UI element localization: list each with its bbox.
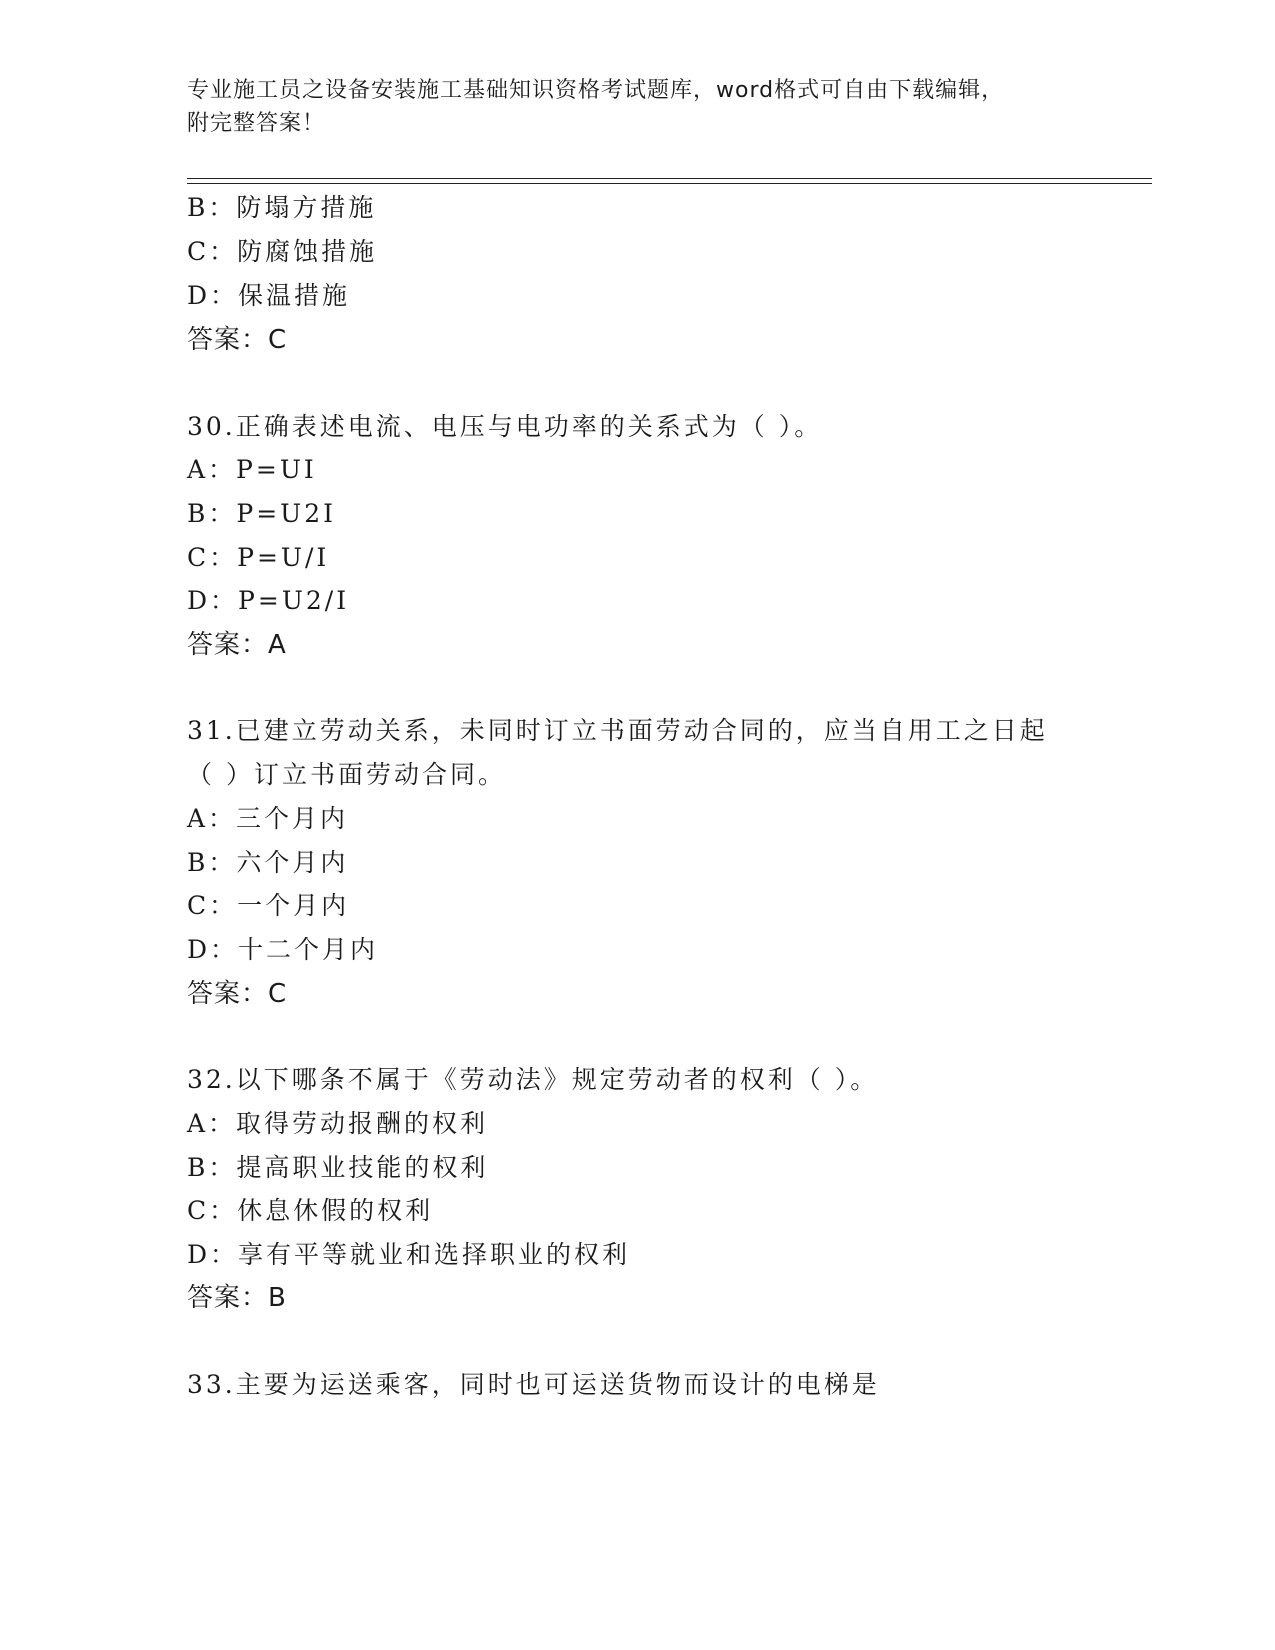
option-d: D：十二个月内: [187, 935, 379, 964]
option-c: C：防腐蚀措施: [187, 237, 378, 266]
option-a: A：P=UI: [187, 455, 317, 484]
option-b: B：六个月内: [187, 848, 349, 877]
header-line-1: 专业施工员之设备安装施工基础知识资格考试题库，word格式可自由下载编辑，: [187, 78, 1005, 103]
option-d: D：保温措施: [187, 281, 351, 310]
answer: 答案：A: [187, 630, 287, 660]
question-stem: 30.正确表述电流、电压与电功率的关系式为（ ）。: [187, 412, 823, 441]
header-rule-top: [187, 178, 1152, 179]
question-stem-line-2: （ ）订立书面劳动合同。: [187, 760, 506, 789]
option-d: D：享有平等就业和选择职业的权利: [187, 1240, 631, 1269]
document-header: [187, 74, 1067, 140]
answer: 答案：B: [187, 1283, 287, 1313]
option-b: B：P=U2I: [187, 499, 336, 528]
answer: 答案：C: [187, 979, 288, 1009]
option-a: A：三个月内: [187, 804, 349, 833]
option-d: D：P=U2/I: [187, 586, 350, 615]
question-stem-line-1: 31.已建立劳动关系，未同时订立书面劳动合同的，应当自用工之日起: [187, 716, 1048, 745]
option-c: C：P=U/I: [187, 543, 330, 572]
option-a: A：取得劳动报酬的权利: [187, 1109, 489, 1138]
option-c: C：一个月内: [187, 891, 350, 920]
question-stem: 32.以下哪条不属于《劳动法》规定劳动者的权利（ ）。: [187, 1065, 879, 1094]
option-b: B：防塌方措施: [187, 193, 377, 222]
header-line-2: 附完整答案！: [187, 111, 326, 136]
answer: 答案：C: [187, 325, 288, 355]
option-c: C：休息休假的权利: [187, 1196, 434, 1225]
option-b: B：提高职业技能的权利: [187, 1153, 489, 1182]
header-rule-bottom: [187, 183, 1152, 184]
question-stem: 33.主要为运送乘客，同时也可运送货物而设计的电梯是: [187, 1370, 880, 1399]
